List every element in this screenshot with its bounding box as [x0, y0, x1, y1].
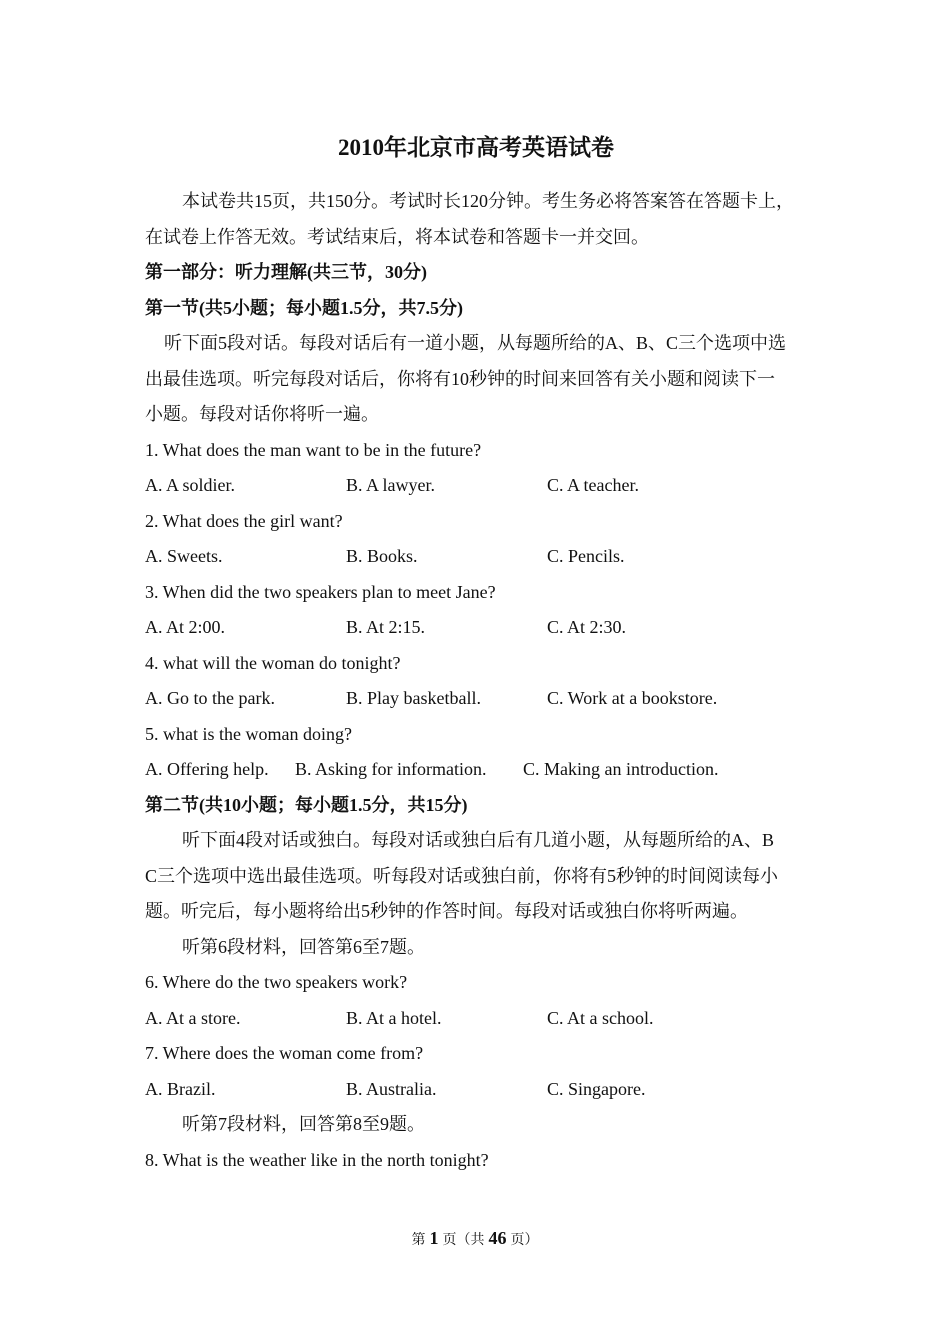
option-c: C. Making an introduction. — [523, 759, 719, 779]
question-7-options — [145, 1072, 807, 1108]
page-title: 2010年北京市高考英语试卷 — [338, 135, 614, 160]
question-3: 3. When did the two speakers plan to meet Jane? — [145, 581, 496, 602]
question-2: 2. What does the girl want? — [145, 510, 343, 531]
option-a: A. At 2:00. — [145, 617, 226, 637]
footer-total-pages: 46 — [488, 1228, 507, 1248]
intro-line-1: 本试卷共15页，共150分。考试时长120分钟。考生务必将答案答在答题卡上， — [182, 191, 794, 211]
option-a: A. Go to the park. — [145, 688, 275, 708]
option-b: B. A lawyer. — [346, 475, 435, 495]
footer-page-number: 1 — [429, 1228, 439, 1248]
section1-instruction-2: 出最佳选项。听完每段对话后，你将有10秒钟的时间来回答有关小题和阅读下一 — [145, 368, 775, 389]
footer-middle: 页（共 — [442, 1233, 485, 1248]
question-5-options — [145, 752, 807, 788]
question-6-options — [145, 1001, 807, 1037]
option-b: B. At 2:15. — [346, 617, 426, 637]
intro-line-2: 在试卷上作答无效。考试结束后，将本试卷和答题卡一并交回。 — [145, 226, 649, 247]
question-4-options — [145, 681, 807, 717]
question-4: 4. what will the woman do tonight? — [145, 652, 401, 673]
section1-instruction-1: 听下面5段对话。每段对话后有一道小题，从每题所给的A、B、C三个选项中选 — [164, 333, 787, 353]
question-5: 5. what is the woman doing? — [145, 723, 352, 744]
option-a: A. A soldier. — [145, 475, 236, 495]
footer-suffix: 页） — [510, 1233, 539, 1248]
question-7: 7. Where does the woman come from? — [145, 1043, 424, 1063]
option-c: C. At 2:30. — [547, 617, 627, 637]
option-b: B. Asking for information. — [295, 759, 487, 779]
option-a: A. At a store. — [145, 1007, 241, 1028]
option-b: B. Play basketball. — [346, 688, 481, 708]
option-a: A. Offering help. — [145, 759, 269, 779]
section2-instruction-2: C三个选项中选出最佳选项。听每段对话或独白前，你将有5秒钟的时间阅读每小 — [145, 865, 779, 886]
option-c: C. Singapore. — [547, 1078, 646, 1099]
option-c: C. A teacher. — [547, 475, 639, 495]
section2-instruction-1: 听下面4段对话或独白。每段对话或独白后有几道小题，从每题所给的A、B — [182, 830, 775, 850]
question-6: 6. Where do the two speakers work? — [145, 972, 408, 992]
page-footer — [0, 1226, 950, 1253]
section2-heading: 第二节(共10小题；每小题1.5分，共15分) — [145, 794, 468, 815]
material-6-note: 听第6段材料，回答第6至7题。 — [182, 936, 425, 957]
option-c: C. Pencils. — [547, 546, 625, 566]
option-b: B. At a hotel. — [346, 1007, 442, 1028]
question-8: 8. What is the weather like in the north tonight? — [145, 1149, 489, 1170]
material-7-note: 听第7段材料，回答第8至9题。 — [182, 1114, 425, 1134]
option-c: C. Work at a bookstore. — [547, 688, 718, 708]
question-3-options — [145, 610, 807, 646]
question-1: 1. What does the man want to be in the future? — [145, 439, 482, 460]
section1-heading: 第一节(共5小题；每小题1.5分，共7.5分) — [145, 297, 463, 318]
question-2-options — [145, 539, 807, 575]
footer-prefix: 第 — [411, 1233, 426, 1248]
option-a: A. Brazil. — [145, 1078, 216, 1099]
part1-heading: 第一部分：听力理解(共三节，30分) — [145, 262, 427, 282]
question-1-options — [145, 468, 807, 504]
exam-page — [145, 128, 807, 1178]
section2-instruction-3: 题。听完后，每小题将给出5秒钟的作答时间。每段对话或独白你将听两遍。 — [145, 901, 748, 921]
option-b: B. Books. — [346, 546, 418, 566]
option-b: B. Australia. — [346, 1078, 437, 1099]
section1-instruction-3: 小题。每段对话你将听一遍。 — [145, 404, 379, 424]
option-c: C. At a school. — [547, 1007, 654, 1028]
option-a: A. Sweets. — [145, 546, 223, 566]
